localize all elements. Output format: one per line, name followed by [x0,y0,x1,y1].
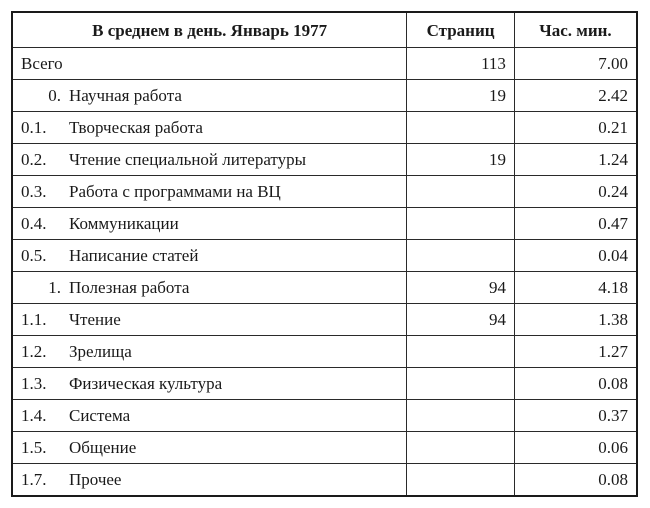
row-label-cell [12,240,407,272]
row-code: 0.4. [21,214,47,233]
row-label: Чтение [69,310,121,329]
row-time: 0.06 [514,432,637,464]
row-code: 1.3. [21,374,47,393]
table-row [12,304,637,336]
row-label: Зрелища [69,342,132,361]
row-label: Общение [69,438,137,457]
row-pages [407,112,515,144]
table-row [12,336,637,368]
row-label: Физическая культура [69,374,223,393]
row-code: 0.2. [21,150,47,169]
row-pages [407,208,515,240]
table-row [12,432,637,464]
row-label-cell [12,208,407,240]
row-label: Научная работа [69,86,182,105]
table-row-total [12,48,637,80]
row-label: Коммуникации [69,214,179,233]
row-label: Чтение специальной литературы [69,150,307,169]
row-label: Творческая работа [69,118,203,137]
table-row [12,176,637,208]
row-label: Прочее [69,470,122,489]
row-label-cell [12,464,407,497]
row-label-cell [12,144,407,176]
table-row [12,240,637,272]
row-pages: 19 [407,144,515,176]
row-code: 1.2. [21,342,47,361]
header-time: Час. мин. [514,12,637,48]
row-pages: 113 [407,48,515,80]
row-label-cell [12,112,407,144]
row-time: 0.24 [514,176,637,208]
row-code: 1.1. [21,310,47,329]
row-label-cell [12,432,407,464]
row-time: 7.00 [514,48,637,80]
row-code: 1. [48,278,61,297]
row-label-cell [12,176,407,208]
row-code: 0.1. [21,118,47,137]
row-pages: 19 [407,80,515,112]
table-row [12,112,637,144]
row-label-cell [12,400,407,432]
row-time: 2.42 [514,80,637,112]
row-label-cell [12,80,407,112]
header-pages: Страниц [407,12,515,48]
row-label-cell [12,304,407,336]
row-pages [407,464,515,497]
row-pages [407,176,515,208]
row-time: 4.18 [514,272,637,304]
row-code: 0. [48,86,61,105]
row-label-cell [12,272,407,304]
row-time: 0.08 [514,368,637,400]
table-row [12,144,637,176]
row-time: 1.24 [514,144,637,176]
row-code: 1.7. [21,470,47,489]
row-code: 1.5. [21,438,47,457]
row-time: 0.21 [514,112,637,144]
row-time: 0.47 [514,208,637,240]
table-row [12,208,637,240]
table-row [12,80,637,112]
row-label: Система [69,406,131,425]
header-category: В среднем в день. Январь 1977 [12,12,407,48]
row-label: Всего [12,48,407,80]
row-label-cell [12,368,407,400]
row-pages [407,336,515,368]
row-label-cell [12,336,407,368]
table-row [12,400,637,432]
row-time: 0.37 [514,400,637,432]
row-label: Работа с программами на ВЦ [69,182,281,201]
row-pages: 94 [407,304,515,336]
row-time: 1.38 [514,304,637,336]
row-label: Полезная работа [69,278,190,297]
row-time: 0.04 [514,240,637,272]
row-pages [407,400,515,432]
table-row [12,368,637,400]
row-code: 0.5. [21,246,47,265]
time-budget-table [11,11,638,497]
table-row [12,464,637,497]
row-label: Написание статей [69,246,199,265]
header-row [12,12,637,48]
row-code: 1.4. [21,406,47,425]
row-time: 0.08 [514,464,637,497]
row-code: 0.3. [21,182,47,201]
row-time: 1.27 [514,336,637,368]
row-pages [407,368,515,400]
row-pages [407,240,515,272]
table-row [12,272,637,304]
row-pages: 94 [407,272,515,304]
row-pages [407,432,515,464]
